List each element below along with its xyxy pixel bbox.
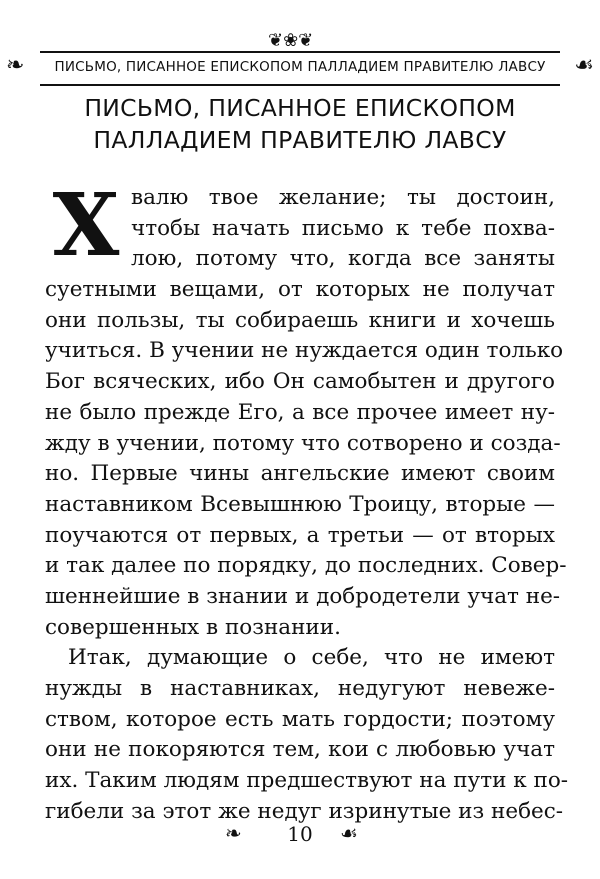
text-line: гибели за этот же недуг изринутые из небес- <box>45 798 564 824</box>
title-line: ПИСЬМО, ПИСАННОЕ ЕПИСКОПОМ <box>84 94 516 122</box>
text-line: лою, потому что, когда все заняты <box>131 246 555 272</box>
text-line: они пользы, ты собираешь книги и хочешь <box>45 307 555 333</box>
text-line: их. Таким людям предшествуют на пути к по- <box>45 768 569 794</box>
text-line: они не покоряются тем, кои с любовью учат <box>45 737 555 763</box>
text-line: чтобы начать письмо к тебе похва- <box>131 215 555 241</box>
title-line: ПАЛЛАДИЕМ ПРАВИТЕЛЮ ЛАВСУ <box>93 126 507 154</box>
page-number: 10 <box>287 822 313 846</box>
text-line: не было прежде Его, а все прочее имеет ну- <box>45 399 555 425</box>
text-line: суетными вещами, от которых не получат <box>45 277 555 303</box>
body-text <box>45 175 569 827</box>
text-line: нужды в наставниках, недугуют невеже- <box>45 676 555 701</box>
text-line: но. Первые чины ангельские имеют своим <box>45 461 555 487</box>
left-fleuron-icon: ❧ <box>6 53 25 78</box>
drop-cap: Х <box>52 175 120 276</box>
text-line: Бог всяческих, ибо Он самобытен и другого <box>45 369 555 395</box>
chapter-title <box>0 92 600 156</box>
text-line: жду в учении, потому что сотворено и созда- <box>45 430 561 456</box>
left-folio-ornament-icon: ❧ <box>225 821 242 845</box>
right-fleuron-icon: ☙ <box>574 53 594 78</box>
text-line: совершенных в познании. <box>45 614 341 640</box>
text-line: Итак, думающие о себе, что не имеют <box>68 645 555 671</box>
running-head <box>40 51 560 86</box>
text-line: шеннейшие в знании и добродетели учат не- <box>45 583 561 609</box>
text-line: ством, которое есть мать гордости; поэтому <box>45 706 555 732</box>
text-line: и так далее по порядку, до последних. Совер- <box>45 553 567 579</box>
text-line: учиться. В учении не нуждается один только <box>45 338 564 364</box>
running-head-text: ПИСЬМО, ПИСАННОЕ ЕПИСКОПОМ ПАЛЛАДИЕМ ПРАВИТЕЛЮ ЛАВСУ <box>54 59 546 75</box>
right-folio-ornament-icon: ☙ <box>340 821 358 845</box>
headpiece-ornament-icon: ❦❀❦ <box>268 30 314 51</box>
text-line: наставником Всевышнюю Троицу, вторые — <box>45 491 555 517</box>
text-line: поучаются от первых, а третьи — от вторых <box>45 522 555 548</box>
text-line: валю твое желание; ты достоин, <box>131 185 555 210</box>
